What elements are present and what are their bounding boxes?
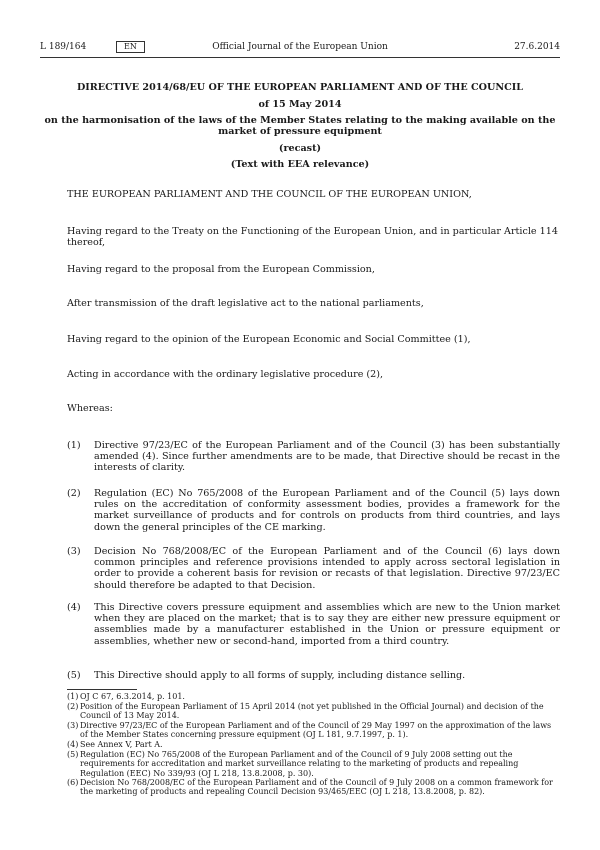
recital-number: (3) xyxy=(67,546,81,557)
recital-number: (2) xyxy=(67,488,81,499)
footnote-mark: (4) xyxy=(67,740,79,749)
footnote xyxy=(67,740,560,749)
recital-text: Decision No 768/2008/EC of the European Parliament and of the Council (6) lays down common principles and reference provisions intended to apply across sectoral legislation in order to provide a coherent basis for revision or recasts of that legislation. Directive 97/23/EC should therefore be adapted to that Decision. xyxy=(94,546,560,591)
language-badge: EN xyxy=(116,41,145,53)
footnote xyxy=(67,702,560,721)
footnote xyxy=(67,750,560,778)
directive-title: DIRECTIVE 2014/68/EU OF THE EUROPEAN PARLIAMENT AND OF THE COUNCIL xyxy=(76,82,523,93)
recital-text: Directive 97/23/EC of the European Parliament and of the Council (3) has been substantially amended (4). Since further amendments are to be made, that Directive should be recast in the interests of clarity. xyxy=(94,440,560,474)
footnote-text: Regulation (EC) No 765/2008 of the European Parliament and of the Council of 9 July 2008 setting out the requirements for accreditation and market surveillance relating to the marketing of products and repealing Regulation (EEC) No 339/93 (OJ L 218, 13.8.2008, p. 30). xyxy=(80,750,519,778)
page-reference: L 189/164 xyxy=(40,42,87,52)
eea-relevance-label: (Text with EEA relevance) xyxy=(230,159,370,170)
footnote-mark: (2) xyxy=(67,702,79,711)
preamble-citation-opinion: Having regard to the opinion of the European Economic and Social Committee (1), xyxy=(67,334,471,345)
footnote-mark: (5) xyxy=(67,750,79,759)
publication-date: 27.6.2014 xyxy=(514,42,560,52)
footnote-mark: (1) xyxy=(67,692,79,701)
footnote-mark: (6) xyxy=(67,778,79,787)
footnote-text: Directive 97/23/EC of the European Parliament and of the Council of 29 May 1997 on the approximation of the laws of the Member States concerning pressure equipment (OJ L 181, 9.7.1997, p. 1). xyxy=(80,721,552,740)
journal-name: Official Journal of the European Union xyxy=(212,42,388,52)
footnote-mark: (3) xyxy=(67,721,79,730)
footnote-text: Decision No 768/2008/EC of the European Parliament and of the Council of 9 July 2008 on a common framework for the marketing of products and repealing Council Decision 93/465/EEC (OJ L 218, 13.8.2008, p. 82). xyxy=(80,778,553,797)
preamble-citation-treaty: Having regard to the Treaty on the Functioning of the European Union, and in particular Article 114 thereof, xyxy=(67,226,558,248)
directive-subject-line-2: market of pressure equipment xyxy=(218,126,382,137)
recital-text: This Directive covers pressure equipment and assemblies which are new to the Union market when they are placed on the market; that is to say they are either new pressure equipment or assemblies made by a manufacturer established in the Union or pressure equipment or assemblies, whether new or second-hand, imported from a third country. xyxy=(94,602,560,647)
footnote xyxy=(67,778,560,797)
preamble-citation-transmission: After transmission of the draft legislative act to the national parliaments, xyxy=(67,298,424,309)
footnote-text: OJ C 67, 6.3.2014, p. 101. xyxy=(80,692,185,701)
footnote-divider xyxy=(67,689,137,690)
preamble-intro: THE EUROPEAN PARLIAMENT AND THE COUNCIL OF THE EUROPEAN UNION, xyxy=(67,189,472,200)
preamble-citation-proposal: Having regard to the proposal from the European Commission, xyxy=(67,264,375,275)
footnote xyxy=(67,721,560,740)
recital-number: (5) xyxy=(67,670,81,681)
header-divider xyxy=(40,57,560,58)
footnote xyxy=(67,692,560,701)
whereas-label: Whereas: xyxy=(67,403,113,414)
recital-text: This Directive should apply to all forms of supply, including distance selling. xyxy=(94,670,466,681)
recital-number: (1) xyxy=(67,440,81,451)
footnote-text: See Annex V, Part A. xyxy=(80,740,163,749)
directive-date: of 15 May 2014 xyxy=(258,99,342,110)
recital-number: (4) xyxy=(67,602,81,613)
directive-subject-line-1: on the harmonisation of the laws of the Member States relating to the making available on the xyxy=(44,115,556,126)
recast-label: (recast) xyxy=(278,143,322,154)
recital-text: Regulation (EC) No 765/2008 of the European Parliament and of the Council (5) lays down rules on the accreditation of conformity assessment bodies, provides a framework for the market surveillance of products and for controls on products from third countries, and lays down the general principles of the CE marking. xyxy=(94,488,560,533)
preamble-citation-procedure: Acting in accordance with the ordinary legislative procedure (2), xyxy=(67,369,384,380)
footnote-text: Position of the European Parliament of 15 April 2014 (not yet published in the Official Journal) and decision of the Council of 13 May 2014. xyxy=(80,702,544,721)
